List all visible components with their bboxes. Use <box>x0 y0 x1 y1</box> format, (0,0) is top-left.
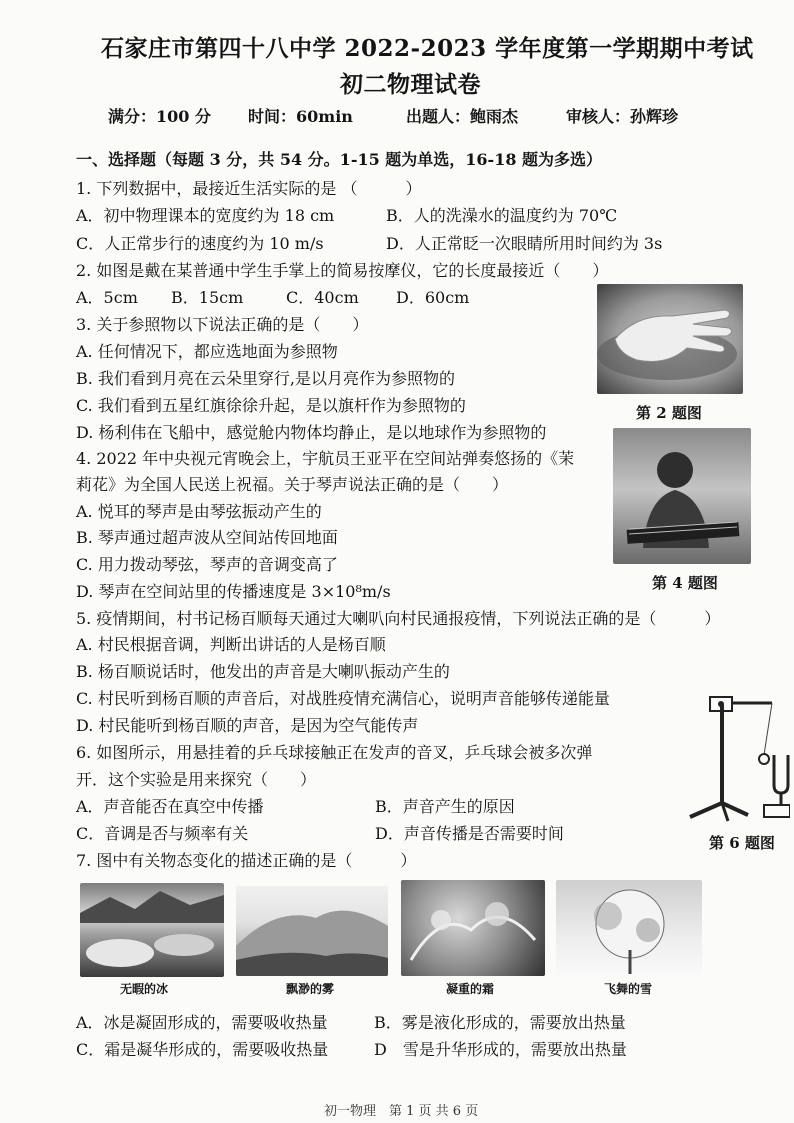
question-6-option-c: C．音调是否与频率有关 <box>76 824 249 843</box>
full-score: 满分：100 分 <box>108 107 211 126</box>
question-4-stem-line2: 莉花》为全国人民送上祝福。关于琴声说法正确的是（ ） <box>76 475 509 494</box>
fog-photo <box>236 886 388 976</box>
question-3-stem: 3. 关于参照物以下说法正确的是（ ） <box>76 315 369 334</box>
question-7-option-c: C．霜是凝华形成的，需要吸收热量 <box>76 1040 329 1059</box>
figure-4-caption: 第 4 题图 <box>652 574 718 592</box>
frost-photo <box>401 880 545 976</box>
page-footer: 初一物理 第 1 页 共 6 页 <box>324 1104 479 1119</box>
fog-icon <box>236 886 388 976</box>
ice-photo <box>80 883 224 977</box>
question-2-option-c: C．40cm <box>286 288 359 307</box>
question-1-option-d: D．人正常眨一次眼睛所用时间约为 3s <box>386 234 663 253</box>
question-6-option-d: D．声音传播是否需要时间 <box>375 824 564 843</box>
astronaut-guzheng-photo <box>613 428 751 564</box>
question-4-option-a: A. 悦耳的琴声是由琴弦振动产生的 <box>76 502 322 521</box>
question-7-option-a: A．冰是凝固形成的，需要吸收热量 <box>76 1013 328 1032</box>
question-5-option-b: B. 杨百顺说话时，他发出的声音是大喇叭振动产生的 <box>76 662 450 681</box>
question-1-option-a: A．初中物理课本的宽度约为 18 cm <box>76 206 335 225</box>
hand-icon <box>597 284 743 394</box>
question-5-option-d: D. 村民能听到杨百顺的声音，是因为空气能传声 <box>76 716 419 735</box>
question-5-option-a: A. 村民根据音调，判断出讲话的人是杨百顺 <box>76 635 386 654</box>
figure-6-caption: 第 6 题图 <box>709 834 775 852</box>
question-3-option-b: B. 我们看到月亮在云朵里穿行,是以月亮作为参照物的 <box>76 369 456 388</box>
question-setter: 出题人：鲍雨杰 <box>406 107 519 126</box>
section-heading: 一、选择题（每题 3 分，共 54 分。1-15 题为单选，16-18 题为多选） <box>76 150 603 169</box>
ice-caption: 无暇的冰 <box>120 982 169 996</box>
ice-icon <box>80 883 224 977</box>
massager-photo <box>597 284 743 394</box>
question-4-stem-line1: 4. 2022 年中央视元宵晚会上，宇航员王亚平在空间站弹奏悠扬的《茉 <box>76 449 575 468</box>
snow-photo <box>556 880 702 976</box>
question-2-option-b: B．15cm <box>171 288 244 307</box>
question-7-option-b: B．雾是液化形成的，需要放出热量 <box>374 1013 626 1032</box>
question-3-option-d: D. 杨利伟在飞船中，感觉舱内物体均静止，是以地球作为参照物的 <box>76 423 547 442</box>
exam-time: 时间：60min <box>248 107 353 126</box>
question-6-option-a: A．声音能否在真空中传播 <box>76 797 264 816</box>
question-2-stem: 2. 如图是戴在某普通中学生手掌上的简易按摩仪，它的长度最接近（ ） <box>76 261 609 280</box>
question-3-option-c: C. 我们看到五星红旗徐徐升起，是以旗杆作为参照物的 <box>76 396 466 415</box>
question-1-stem: 1. 下列数据中，最接近生活实际的是 （ ） <box>76 179 422 198</box>
snow-caption: 飞舞的雪 <box>604 982 653 996</box>
frost-caption: 凝重的霜 <box>446 982 495 996</box>
question-2-option-a: A．5cm <box>76 288 138 307</box>
question-5-stem: 5. 疫情期间，村书记杨百顺每天通过大喇叭向村民通报疫情，下列说法正确的是（ ） <box>76 609 721 628</box>
snow-tree-icon <box>556 880 702 976</box>
question-6-stem-line2: 开．这个实验是用来探究（ ） <box>76 770 317 789</box>
reviewer: 审核人：孙辉珍 <box>566 107 679 126</box>
question-4-option-c: C. 用力拨动琴弦，琴声的音调变高了 <box>76 555 338 574</box>
figure-2-caption: 第 2 题图 <box>636 404 702 422</box>
question-6-option-b: B．声音产生的原因 <box>375 797 515 816</box>
exam-subtitle: 初二物理试卷 <box>340 71 481 98</box>
question-7-option-d: D 雪是升华形成的，需要放出热量 <box>374 1040 627 1059</box>
question-3-option-a: A. 任何情况下，都应选地面为参照物 <box>76 342 338 361</box>
question-2-option-d: D．60cm <box>396 288 470 307</box>
question-4-option-b: B. 琴声通过超声波从空间站传回地面 <box>76 528 338 547</box>
musician-icon <box>613 428 751 564</box>
exam-title: 石家庄市第四十八中学 2022-2023 学年度第一学期期中考试 <box>101 35 754 62</box>
question-1-option-b: B．人的洗澡水的温度约为 70℃ <box>386 206 618 225</box>
question-4-option-d: D. 琴声在空间站里的传播速度是 3×10⁸m/s <box>76 582 391 601</box>
fog-caption: 飘渺的雾 <box>286 982 335 996</box>
question-6-stem-line1: 6. 如图所示，用悬挂着的乒乓球接触正在发声的音叉，乒乓球会被多次弹 <box>76 743 593 762</box>
question-1-option-c: C．人正常步行的速度约为 10 m/s <box>76 234 324 253</box>
question-7-stem: 7. 图中有关物态变化的描述正确的是（ ） <box>76 851 417 870</box>
question-5-option-c: C. 村民听到杨百顺的声音后，对战胜疫情充满信心，说明声音能够传递能量 <box>76 689 610 708</box>
frost-icon <box>401 880 545 976</box>
tuning-fork-apparatus-icon <box>684 685 790 825</box>
